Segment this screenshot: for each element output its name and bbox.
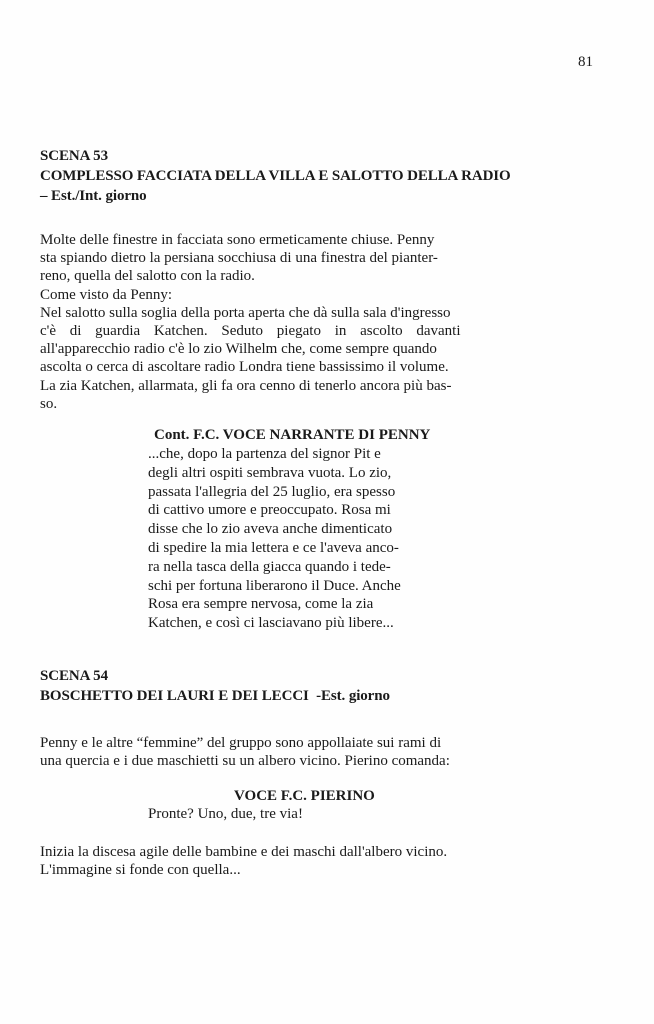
action-line: reno, quella del salotto con la radio. <box>40 268 255 285</box>
action-line: c'è di guardia Katchen. Seduto piegato in ascolto davanti <box>40 323 461 340</box>
dialogue-line: ra nella tasca della giacca quando i tede- <box>148 558 391 575</box>
dialogue-line: di spedire la mia lettera e ce l'aveva anco- <box>148 539 399 556</box>
scene-53-action <box>40 231 605 413</box>
scene-54-location: BOSCHETTO DEI LAURI E DEI LECCI -Est. giorno <box>40 688 390 704</box>
dialogue-line: disse che lo zio aveva anche dimenticato <box>148 521 393 538</box>
scene-54-action <box>40 734 605 770</box>
action-line: Molte delle finestre in facciata sono ermeticamente chiuse. Penny <box>40 232 435 248</box>
scene-54-dialogue-line: Pronte? Uno, due, tre via! <box>148 806 303 822</box>
action-line: Inizia la discesa agile delle bambine e dei maschi dall'albero vicino. <box>40 844 448 860</box>
dialogue-line: di cattivo umore e preoccupato. Rosa mi <box>148 502 391 519</box>
scene-53-heading <box>40 146 605 206</box>
scene-54-heading <box>40 666 605 706</box>
page-number: 81 <box>578 54 593 70</box>
scene-53-location: COMPLESSO FACCIATA DELLA VILLA E SALOTTO DELLA RADIO <box>40 168 511 184</box>
scene-53-title: SCENA 53 <box>40 148 108 164</box>
scene-54-action-2 <box>40 843 605 879</box>
dialogue-speaker: Cont. F.C. VOCE NARRANTE DI PENNY <box>154 427 431 443</box>
action-line: una quercia e i due maschietti su un albero vicino. Pierino comanda: <box>40 753 450 770</box>
dialogue-line: degli altri ospiti sembrava vuota. Lo zio, <box>148 464 392 481</box>
action-line: La zia Katchen, allarmata, gli fa ora cenno di tenerlo ancora più bas- <box>40 377 452 394</box>
action-line: Penny e le altre “femmine” del gruppo sono appollaiate sui rami di <box>40 735 442 751</box>
action-line: Come visto da Penny: <box>40 286 173 303</box>
dialogue-line: ...che, dopo la partenza del signor Pit e <box>148 446 381 462</box>
action-line: so. <box>40 395 58 412</box>
action-line: sta spiando dietro la persiana socchiusa di una finestra del pianter- <box>40 250 438 267</box>
dialogue-line: Katchen, e così ci lasciavano più libere... <box>148 615 394 632</box>
dialogue-line: schi per fortuna liberarono il Duce. Anche <box>148 577 401 594</box>
action-line: Nel salotto sulla soglia della porta aperta che dà sulla sala d'ingresso <box>40 304 451 321</box>
dialogue-line: Rosa era sempre nervosa, come la zia <box>148 596 374 613</box>
action-line: L'immagine si fonde con quella... <box>40 862 241 879</box>
action-line: ascolta o cerca di ascoltare radio Londra tiene bassissimo il volume. <box>40 359 449 376</box>
dialogue-line: passata l'allegria del 25 luglio, era spesso <box>148 483 396 500</box>
scene-53-dialogue <box>148 426 498 633</box>
scene-54-speaker: VOCE F.C. PIERINO <box>234 788 375 804</box>
action-line: all'apparecchio radio c'è lo zio Wilhelm che, come sempre quando <box>40 341 437 358</box>
scene-54-title: SCENA 54 <box>40 668 108 684</box>
scene-53-time: – Est./Int. giorno <box>40 188 147 204</box>
